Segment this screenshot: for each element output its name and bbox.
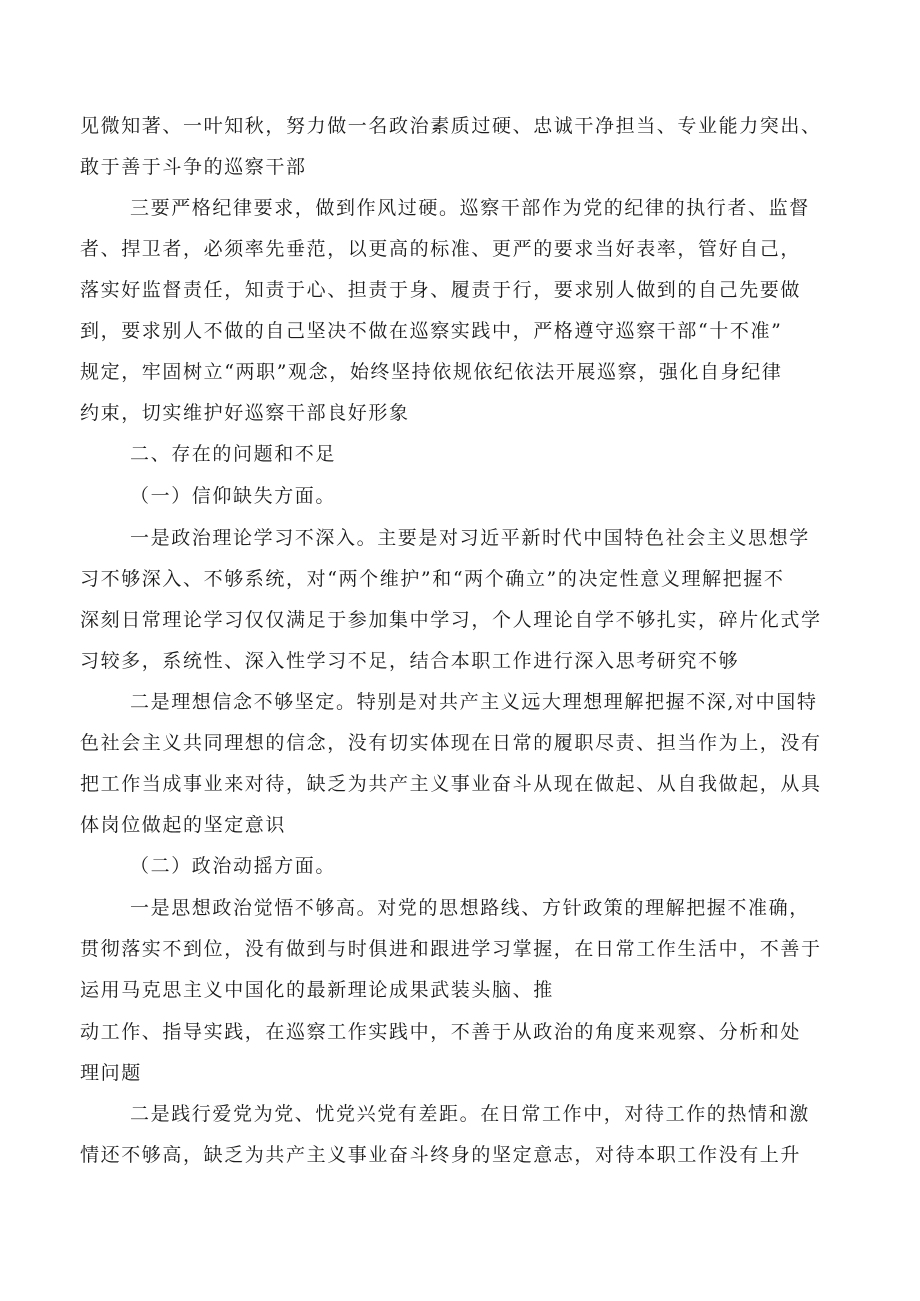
- text-line: 习较多，系统性、深入性学习不足，结合本职工作进行深入思考研究不够: [80, 650, 740, 672]
- text-line: 规定，牢固树立“两职”观念，始终坚持依规依纪依法开展巡察，强化自身纪律: [80, 361, 783, 383]
- text-line: 见微知著、一叶知秋，努力做一名政治素质过硬、忠诚干净担当、专业能力突出、: [80, 115, 822, 137]
- text-line: 运用马克思主义中国化的最新理论成果武装头脑、推: [80, 979, 554, 1001]
- text-line: 一是政治理论学习不深入。主要是对习近平新时代中国特色社会主义思想学: [130, 527, 810, 549]
- text-line: 三要严格纪律要求，做到作风过硬。巡察干部作为党的纪律的执行者、监督: [130, 197, 810, 219]
- text-line: 敢于善于斗争的巡察干部: [80, 156, 307, 178]
- section-heading: 二、存在的问题和不足: [130, 443, 337, 465]
- text-line: 约束，切实维护好巡察干部良好形象: [80, 402, 410, 424]
- text-line: 体岗位做起的坚定意识: [80, 814, 287, 836]
- text-line: 理问题: [80, 1062, 142, 1084]
- text-line: 者、捍卫者，必须率先垂范，以更高的标准、更严的要求当好表率，管好自己，: [80, 238, 802, 260]
- text-line: 深刻日常理论学习仅仅满足于参加集中学习，个人理论自学不够扎实，碎片化式学: [80, 609, 822, 631]
- text-line: 二是理想信念不够坚定。特别是对共产主义远大理想理解把握不深,对中国特: [130, 691, 818, 713]
- text-line: 贯彻落实不到位，没有做到与时俱进和跟进学习掌握，在日常工作生活中，不善于: [80, 938, 822, 960]
- text-line: 落实好监督责任，知责于心、担责于身、履责于行，要求别人做到的自己先要做: [80, 279, 802, 301]
- text-line: 一是思想政治觉悟不够高。对党的思想路线、方针政策的理解把握不准确，: [130, 897, 810, 919]
- text-line: 二是践行爱党为党、忧党兴党有差距。在日常工作中，对待工作的热情和激: [130, 1103, 810, 1125]
- subsection-heading: （二）政治动摇方面。: [130, 855, 337, 877]
- text-line: 色社会主义共同理想的信念，没有切实体现在日常的履职尽责、担当作为上，没有: [80, 732, 822, 754]
- text-line: 情还不够高，缺乏为共产主义事业奋斗终身的坚定意志，对待本职工作没有上升: [80, 1144, 802, 1166]
- text-line: 到，要求别人不做的自己坚决不做在巡察实践中，严格遵守巡察干部“十不准”: [80, 320, 783, 342]
- text-line: 习不够深入、不够系统，对“两个维护”和“两个确立”的决定性意义理解把握不: [80, 568, 785, 590]
- subsection-heading: （一）信仰缺失方面。: [130, 485, 337, 507]
- text-line: 把工作当成事业来对待，缺乏为共产主义事业奋斗从现在做起、从自我做起，从具: [80, 773, 822, 795]
- text-line: 动工作、指导实践，在巡察工作实践中，不善于从政治的角度来观察、分析和处: [80, 1021, 802, 1043]
